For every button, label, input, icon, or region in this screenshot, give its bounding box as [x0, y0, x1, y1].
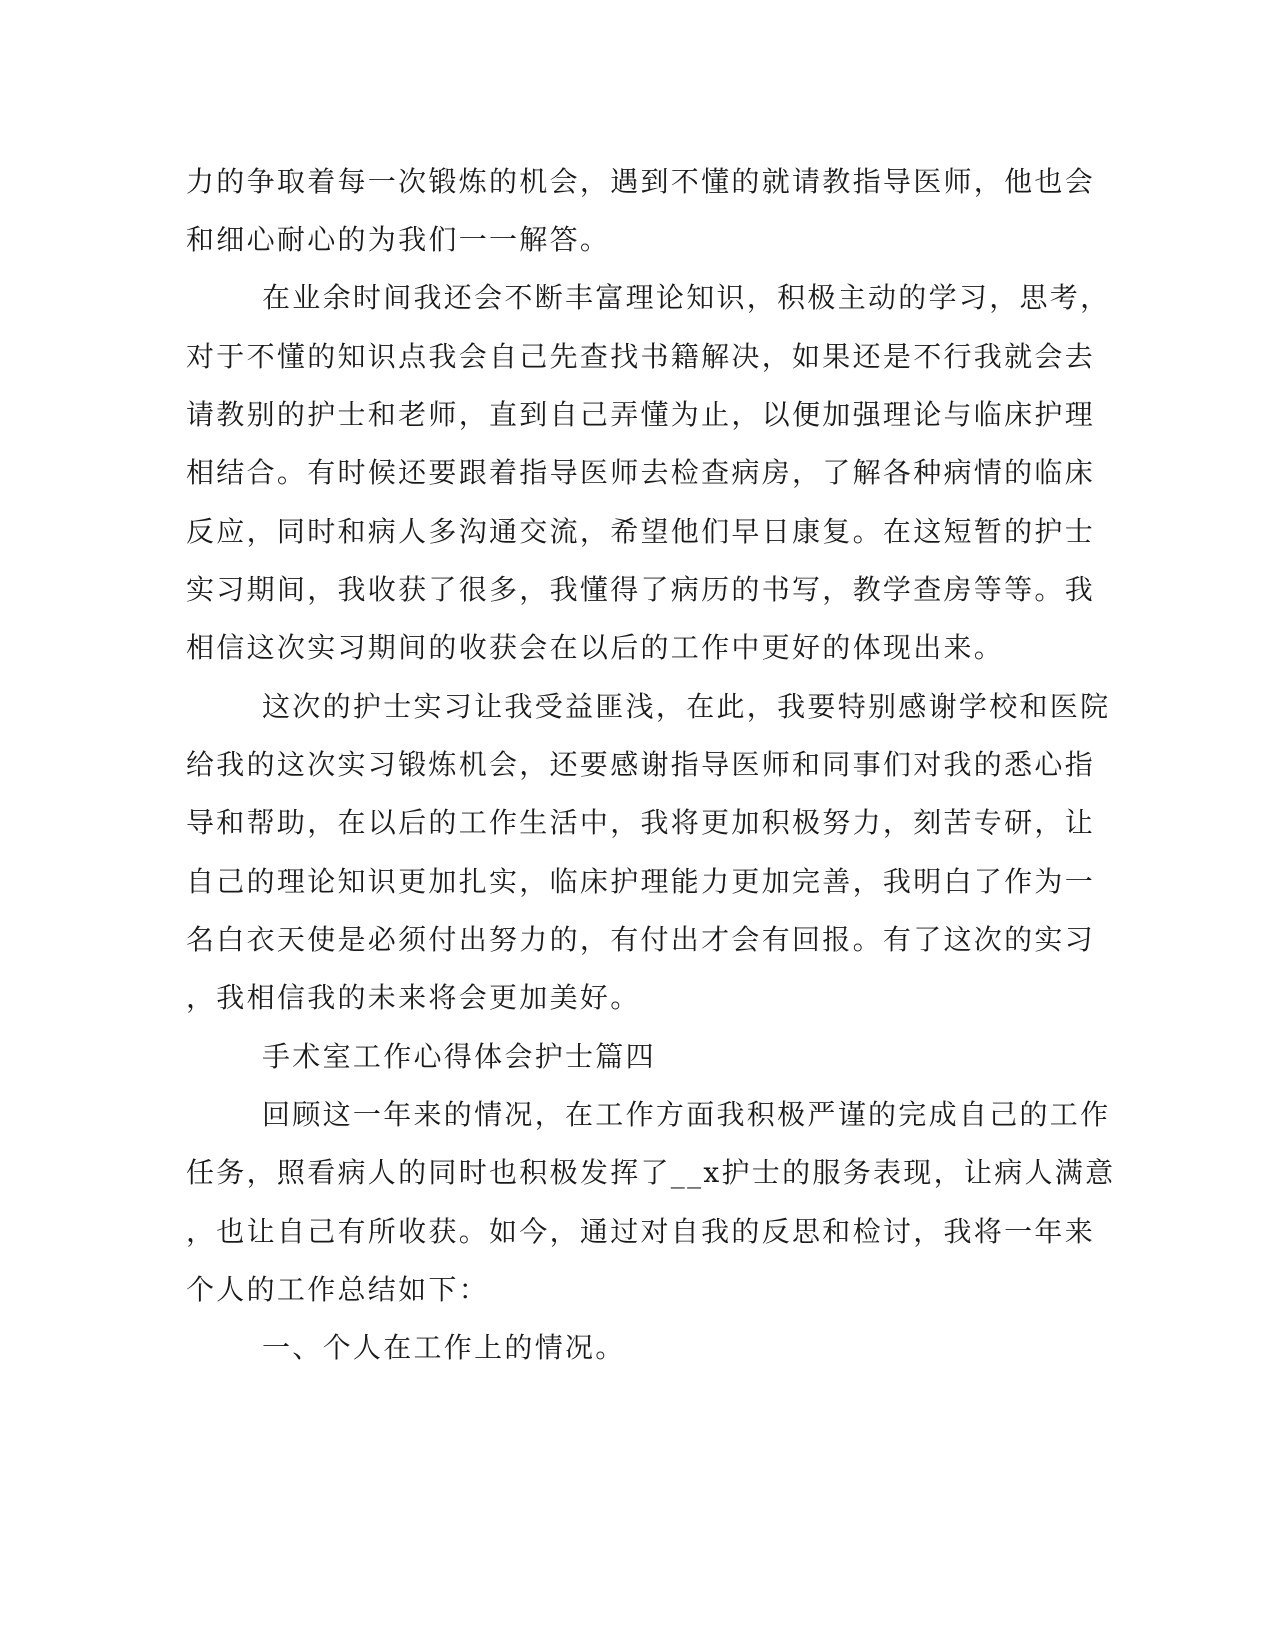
- list-heading: 一、个人在工作上的情况。: [262, 1331, 626, 1364]
- text-line: 个人的工作总结如下：: [186, 1273, 490, 1306]
- text-line: 请教别的护士和老师，直到自己弄懂为止，以便加强理论与临床护理: [186, 398, 1096, 431]
- paragraph-first-line: 在业余时间我还会不断丰富理论知识，积极主动的学习，思考，: [262, 281, 1111, 314]
- text-line: 相结合。有时候还要跟着指导医师去检查病房，了解各种病情的临床: [186, 456, 1096, 489]
- text-line: 对于不懂的知识点我会自己先查找书籍解决，如果还是不行我就会去: [186, 340, 1096, 373]
- text-line: ，我相信我的未来将会更加美好。: [186, 981, 641, 1014]
- text-line: 反应，同时和病人多沟通交流，希望他们早日康复。在这短暂的护士: [186, 515, 1096, 548]
- text-line: 相信这次实习期间的收获会在以后的工作中更好的体现出来。: [186, 631, 1005, 664]
- text-line: 导和帮助，在以后的工作生活中，我将更加积极努力，刻苦专研，让: [186, 806, 1096, 839]
- paragraph-first-line: 回顾这一年来的情况，在工作方面我积极严谨的完成自己的工作: [262, 1098, 1111, 1131]
- text-line: 和细心耐心的为我们一一解答。: [186, 223, 611, 256]
- text-line: 名白衣天使是必须付出努力的，有付出才会有回报。有了这次的实习: [186, 923, 1096, 956]
- section-heading: 手术室工作心得体会护士篇四: [262, 1040, 656, 1073]
- text-line: 自己的理论知识更加扎实，临床护理能力更加完善，我明白了作为一: [186, 865, 1096, 898]
- text-line: 任务，照看病人的同时也积极发挥了__x护士的服务表现，让病人满意: [186, 1156, 1116, 1189]
- paragraph-first-line: 这次的护士实习让我受益匪浅，在此，我要特别感谢学校和医院: [262, 690, 1111, 723]
- text-line: 力的争取着每一次锻炼的机会，遇到不懂的就请教指导医师，他也会: [186, 165, 1096, 198]
- text-line: 给我的这次实习锻炼机会，还要感谢指导医师和同事们对我的悉心指: [186, 748, 1096, 781]
- text-line: ，也让自己有所收获。如今，通过对自我的反思和检讨，我将一年来: [186, 1215, 1096, 1248]
- text-line: 实习期间，我收获了很多，我懂得了病历的书写，教学查房等等。我: [186, 573, 1096, 606]
